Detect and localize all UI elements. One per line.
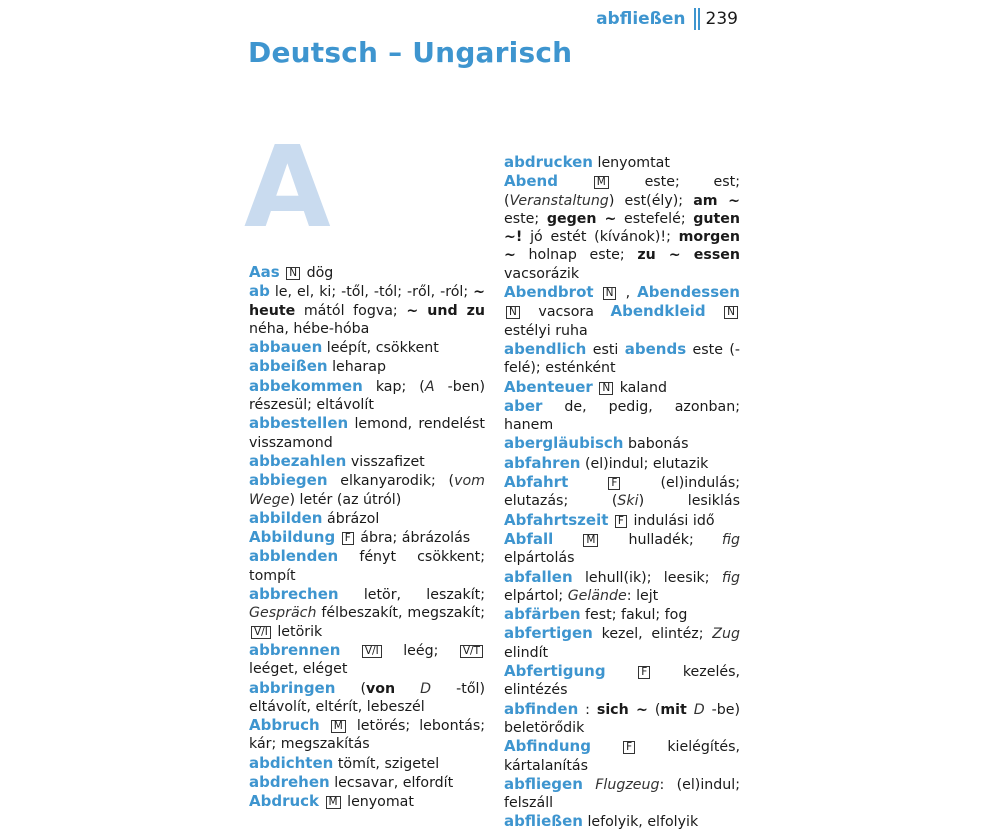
- definition-text: (: [360, 680, 366, 697]
- grammar-label: V/T: [460, 645, 483, 658]
- definition-text: este (-felé); esténként: [504, 341, 741, 377]
- dictionary-entry: [504, 530, 740, 568]
- grammar-label: F: [638, 666, 650, 679]
- definition-text: [687, 702, 694, 718]
- dictionary-entry: [249, 641, 485, 679]
- headword: abergläubisch: [504, 434, 624, 453]
- dictionary-entry: [504, 283, 740, 340]
- grammar-label: N: [506, 306, 520, 319]
- italic-text: Gelände: [567, 587, 627, 604]
- headword: abfinden: [504, 699, 579, 718]
- headword: Abfahrt: [504, 473, 569, 492]
- definition-text: estefelé;: [616, 210, 694, 227]
- definition-text: kaland: [619, 379, 667, 396]
- dictionary-entry: [249, 282, 485, 338]
- italic-text: D: [420, 680, 432, 697]
- definition-text: ábra; ábrázolás: [360, 530, 471, 547]
- grammar-label: V/I: [251, 626, 271, 639]
- definition-text: (: [647, 701, 661, 718]
- italic-text: D: [693, 701, 705, 718]
- definition-text: elpártol;: [504, 587, 568, 604]
- italic-text: Flugzeug: [595, 776, 660, 793]
- dictionary-entry: [504, 378, 740, 397]
- definition-text: kezel, elintéz;: [601, 626, 713, 643]
- bold-phrase: morgen ~: [504, 229, 740, 264]
- dictionary-entry: [504, 700, 740, 738]
- definition-text: este;: [504, 210, 547, 227]
- dictionary-entry: [504, 662, 740, 700]
- headword: abbrennen: [249, 640, 341, 659]
- headword: aber: [504, 396, 543, 415]
- definition-text: félbeszakít, megszakít;: [316, 605, 485, 622]
- dictionary-entry: [249, 452, 485, 471]
- definition-text: ) letér (az útról): [289, 491, 402, 508]
- headword: Aas: [249, 263, 280, 281]
- dictionary-entry: [504, 605, 740, 624]
- dictionary-entry: [249, 754, 485, 773]
- grammar-label: N: [599, 382, 613, 395]
- headword: abfahren: [504, 453, 581, 472]
- definition-text: lehull(ik); leesik;: [584, 569, 722, 586]
- bold-phrase: mit: [660, 701, 687, 718]
- definition-text: vacsorázik: [504, 265, 580, 282]
- running-head-keyword: abfließen: [596, 9, 686, 29]
- dictionary-entry: [249, 338, 485, 357]
- definition-text: indulási idő: [633, 512, 715, 529]
- dictionary-entry: [504, 812, 740, 831]
- definition-text: : (el)indul; felszáll: [504, 776, 740, 812]
- definition-text: -től) eltávolít, eltérít, lebeszél: [249, 680, 485, 715]
- italic-text: Gespräch: [249, 605, 317, 622]
- dictionary-entry: [249, 716, 485, 754]
- headword: Abbruch: [249, 716, 320, 735]
- dictionary-entry: [249, 792, 485, 811]
- definition-text: lenyomat: [347, 794, 414, 811]
- dictionary-entry: [504, 172, 740, 283]
- grammar-label: F: [615, 515, 627, 528]
- definition-text: babonás: [628, 436, 689, 453]
- grammar-label: F: [623, 741, 635, 754]
- grammar-label: M: [331, 720, 346, 733]
- bold-phrase: von: [366, 680, 396, 697]
- page-title: Deutsch – Ungarisch: [248, 36, 573, 69]
- italic-text: fig: [721, 569, 740, 586]
- definition-text: dög: [306, 265, 334, 281]
- headword: abbrechen: [249, 585, 339, 604]
- definition-text: mától fogva;: [295, 302, 407, 319]
- grammar-label: N: [724, 306, 738, 319]
- bold-phrase: guten ~!: [504, 210, 740, 246]
- definition-text: : lejt: [626, 587, 659, 604]
- headword: Abfahrtszeit: [504, 510, 609, 529]
- definition-text: (el)indul; elutazik: [584, 455, 709, 472]
- definition-text: -be) beletörődik: [504, 701, 740, 736]
- definition-text: néha, hébe-hóba: [249, 320, 370, 337]
- italic-text: vom Wege: [249, 473, 486, 508]
- headword: abbauen: [249, 338, 323, 357]
- dictionary-entry: [504, 454, 740, 473]
- section-letter: A: [244, 123, 331, 253]
- definition-text: holnap este;: [515, 247, 638, 264]
- grammar-label: N: [603, 287, 617, 300]
- headword: abfallen: [504, 567, 573, 586]
- dictionary-entry: [504, 473, 740, 530]
- page-number: 239: [705, 9, 738, 29]
- definition-text: -ben) részesül; eltávolít: [249, 378, 485, 414]
- dictionary-entry: [504, 737, 740, 775]
- definition-text: letörik: [277, 623, 323, 640]
- definition-text: lecsavar, elfordít: [334, 775, 454, 792]
- dictionary-entry: [249, 547, 485, 585]
- definition-text: fest; fakul; fog: [585, 607, 688, 624]
- headword: abfertigen: [504, 624, 593, 643]
- definition-text: leég;: [403, 642, 458, 659]
- dictionary-entry: [504, 340, 740, 378]
- headword: Abfertigung: [504, 662, 606, 681]
- dictionary-entry: [504, 568, 740, 606]
- dictionary-entry: [249, 773, 485, 792]
- headword: abfärben: [504, 605, 581, 624]
- definition-text: kezelés, elintézés: [504, 664, 741, 699]
- headword: Abfindung: [504, 737, 591, 756]
- dictionary-entry: [504, 775, 740, 813]
- definition-text: tömít, szigetel: [337, 755, 440, 772]
- dictionary-entry: [504, 153, 740, 172]
- definition-text: vacsora: [538, 304, 611, 321]
- headword: Abendbrot: [504, 283, 594, 302]
- dictionary-entry: [249, 528, 485, 547]
- definition-text: jó estét (kívánok)!;: [522, 229, 679, 246]
- definition-text: ,: [625, 285, 638, 302]
- bold-phrase: gegen ~: [546, 210, 617, 227]
- bold-phrase: ~ heute: [249, 284, 485, 319]
- definition-text: de, pedig, azonban; hanem: [504, 398, 741, 434]
- dictionary-entry: [504, 624, 740, 662]
- definition-text: le, el, ki; -től, -tól; -ről, -ról;: [274, 284, 474, 301]
- bold-phrase: sich ~: [596, 701, 648, 718]
- headword: Abenteuer: [504, 377, 593, 396]
- italic-text: A: [424, 378, 435, 395]
- definition-text: letör, leszakít;: [363, 587, 485, 604]
- headword: abbekommen: [249, 376, 363, 395]
- dictionary-entry: [249, 357, 485, 376]
- headword: abendlich: [504, 339, 587, 358]
- running-head-divider: [694, 8, 700, 30]
- definition-text: [395, 681, 420, 697]
- dictionary-entry: [504, 397, 740, 435]
- definition-text: esti: [592, 341, 625, 358]
- dictionary-entry: [249, 679, 485, 717]
- italic-text: fig: [721, 531, 740, 548]
- definition-text: elkanyarodik; (: [340, 473, 455, 490]
- grammar-label: M: [583, 534, 598, 547]
- headword: Abendessen: [637, 283, 740, 302]
- headword: abdrucken: [504, 153, 593, 171]
- definition-text: este; est; (: [504, 174, 740, 209]
- definition-text: :: [585, 701, 597, 718]
- definition-text: visszafizet: [350, 453, 425, 470]
- definition-text: hulladék;: [628, 531, 722, 548]
- definition-text: letörés; lebontás; kár; megszakítás: [249, 718, 485, 753]
- headword: Abbildung: [249, 528, 336, 547]
- headword: abends: [624, 339, 687, 358]
- dictionary-entry: [249, 377, 485, 415]
- headword: Abdruck: [249, 792, 320, 811]
- headword: ab: [249, 282, 270, 301]
- italic-text: Zug: [712, 626, 740, 643]
- headword: abbilden: [249, 508, 323, 527]
- definition-text: fényt csökkent; tompít: [249, 549, 485, 584]
- bold-phrase: ~ und zu: [406, 302, 486, 319]
- grammar-label: M: [326, 796, 341, 809]
- dictionary-entry: [249, 585, 485, 641]
- headword: abdichten: [249, 753, 334, 772]
- dictionary-entry: [504, 434, 740, 453]
- italic-text: Ski: [617, 493, 639, 510]
- definition-text: lenyomtat: [597, 155, 670, 171]
- definition-text: ) lesiklás: [638, 493, 740, 510]
- headword: Abend: [504, 172, 558, 191]
- headword: abbringen: [249, 678, 336, 697]
- headword: abfliegen: [504, 774, 583, 793]
- headword: Abfall: [504, 529, 554, 548]
- headword: abbiegen: [249, 471, 328, 490]
- dictionary-entry: [249, 471, 485, 509]
- dictionary-entry: [249, 263, 485, 282]
- definition-text: leéget, eléget: [249, 661, 348, 678]
- grammar-label: N: [286, 267, 300, 280]
- grammar-label: F: [342, 532, 354, 545]
- grammar-label: V/I: [362, 645, 382, 658]
- definition-text: lemond, rendelést visszamond: [249, 416, 485, 451]
- headword: abbeißen: [249, 357, 328, 376]
- headword: abfließen: [504, 812, 583, 831]
- headword: abbestellen: [249, 414, 349, 433]
- grammar-label: M: [594, 176, 609, 189]
- dictionary-entry: [249, 509, 485, 528]
- bold-phrase: am ~: [693, 192, 741, 209]
- definition-text: (el)indulás; elutazás; (: [504, 475, 740, 510]
- dictionary-column-left: [249, 263, 485, 812]
- dictionary-column-right: [504, 153, 740, 832]
- definition-text: leépít, csökkent: [326, 340, 439, 357]
- definition-text: kielégítés, kártalanítás: [504, 739, 741, 774]
- headword: abbezahlen: [249, 451, 347, 470]
- definition-text: leharap: [332, 359, 386, 376]
- definition-text: lefolyik, elfolyik: [587, 814, 699, 831]
- headword: abblenden: [249, 547, 339, 566]
- definition-text: ábrázol: [327, 510, 380, 527]
- headword: Abendkleid: [610, 302, 706, 321]
- headword: abdrehen: [249, 773, 330, 792]
- definition-text: ) est(ély);: [608, 192, 694, 209]
- italic-text: Veranstaltung: [509, 192, 609, 209]
- definition-text: estélyi ruha: [504, 322, 588, 339]
- grammar-label: F: [608, 477, 620, 490]
- definition-text: kap; (: [375, 378, 425, 395]
- dictionary-entry: [249, 414, 485, 452]
- running-head: [596, 8, 738, 30]
- definition-text: elindít: [504, 644, 549, 661]
- bold-phrase: zu ~ essen: [637, 247, 741, 264]
- definition-text: elpártolás: [504, 550, 575, 567]
